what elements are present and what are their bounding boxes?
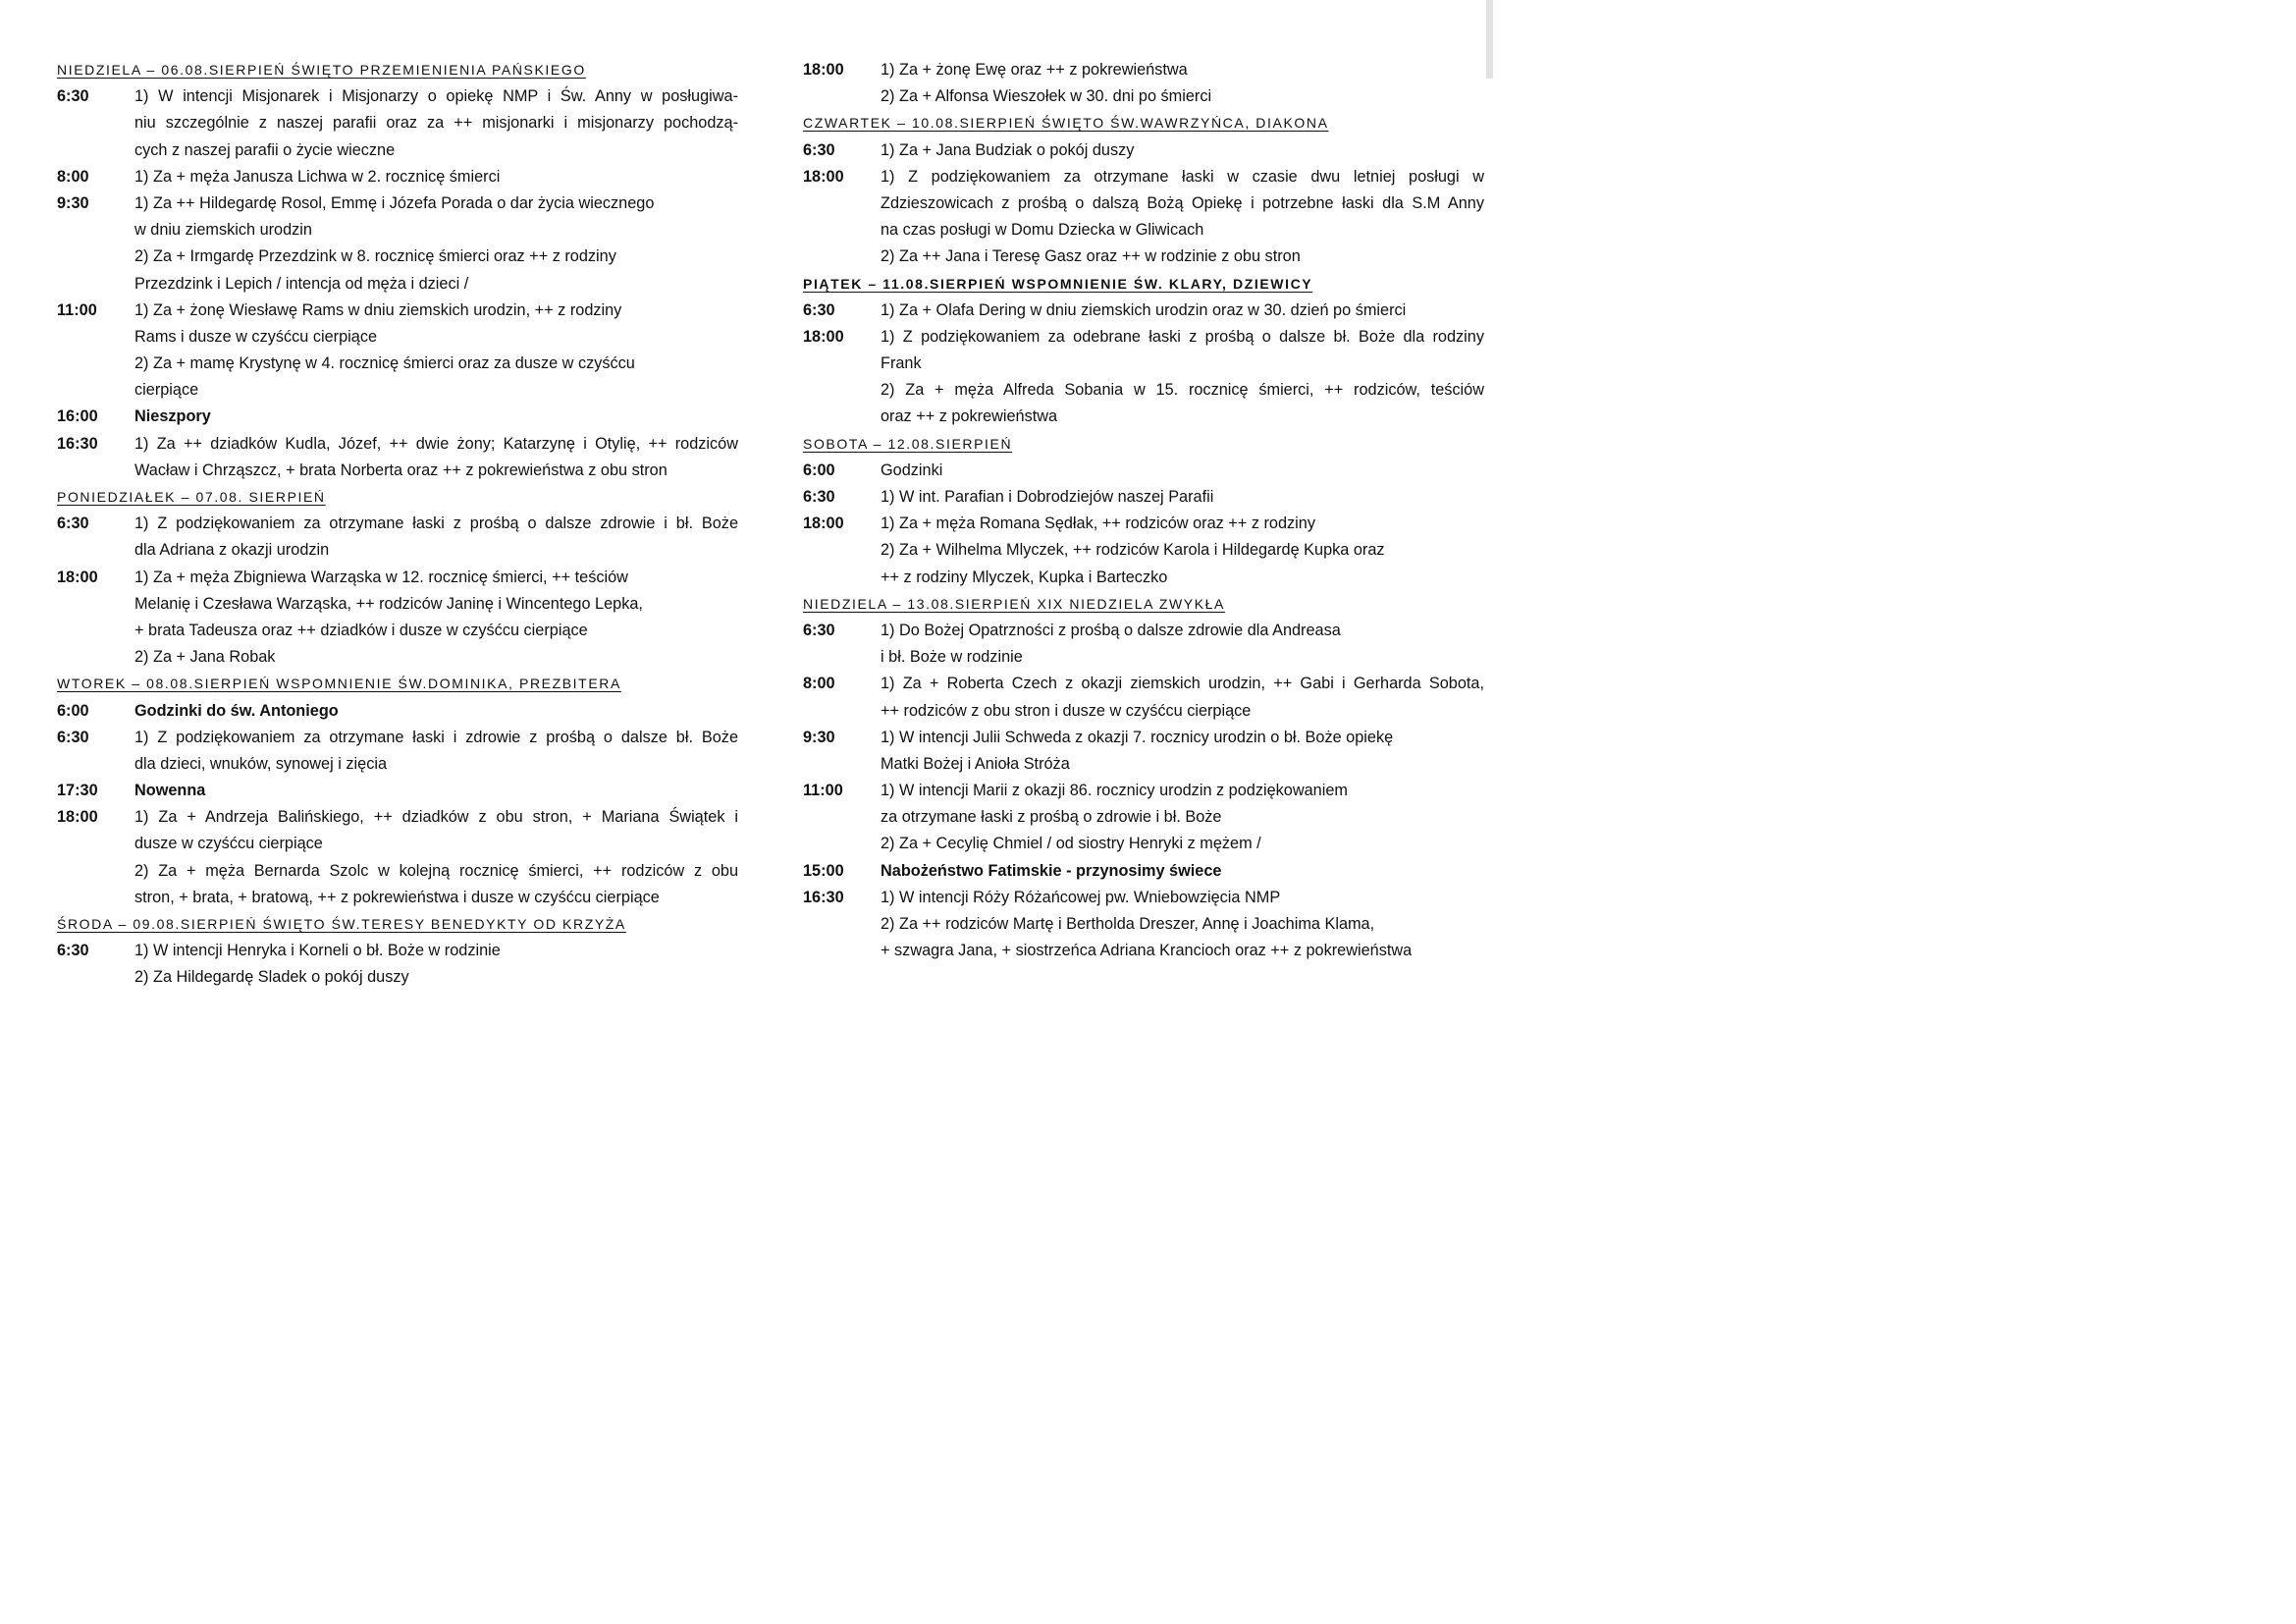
day-header <box>803 591 1484 618</box>
mass-time: 8:00 <box>803 675 835 693</box>
schedule-line <box>803 164 1484 190</box>
intention-text: 1) Z podziękowaniem za odebrane łaski z prośbą o dalsze bł. Boże dla rodziny <box>881 327 1484 346</box>
intention-text: 1) W intencji Henryka i Korneli o bł. Boże w rodzinie <box>134 942 501 960</box>
mass-time: 6:30 <box>57 728 89 746</box>
intention-text: 1) Za + Andrzeja Balińskiego, ++ dziadków z obu stron, + Mariana Świątek i <box>134 808 738 827</box>
schedule-line <box>57 190 738 217</box>
schedule-line <box>57 831 738 857</box>
mass-time: 17:30 <box>57 782 98 800</box>
intention-text: 2) Za ++ rodziców Martę i Bertholda Dreszer, Annę i Joachima Klama, <box>881 915 1375 933</box>
intention-text: 2) Za + Wilhelma Mlyczek, ++ rodziców Karola i Hildegardę Kupka oraz <box>881 541 1385 560</box>
day-header-text: CZWARTEK – 10.08.SIERPIEŃ ŚWIĘTO ŚW.WAWRZYŃCA, DIAKONA <box>803 115 1329 132</box>
intention-text: 1) Za + męża Zbigniewa Warząska w 12. rocznicę śmierci, ++ teściów <box>134 568 628 586</box>
schedule-line <box>803 137 1484 164</box>
mass-time: 6:30 <box>57 942 89 960</box>
intention-text: 1) W intencji Misjonarek i Misjonarzy o opiekę NMP i Św. Anny w posługiwa- <box>134 87 738 106</box>
mass-time: 16:00 <box>57 407 98 426</box>
intention-text: 2) Za + męża Bernarda Szolc w kolejną rocznicę śmierci, ++ rodziców z obu <box>134 861 738 880</box>
schedule-line <box>803 671 1484 697</box>
page <box>0 0 1517 1073</box>
intention-text: 2) Za + Alfonsa Wieszołek w 30. dni po śmierci <box>881 87 1212 106</box>
intention-text: 2) Za + męża Alfreda Sobania w 15. rocznicę śmierci, ++ rodziców, teściów <box>881 381 1484 400</box>
intention-text: cierpiące <box>134 381 199 400</box>
mass-time: 11:00 <box>803 782 843 800</box>
intention-text: 1) Z podziękowaniem za otrzymane łaski w czasie dwu letniej posługi w <box>881 167 1484 186</box>
schedule-line <box>803 725 1484 751</box>
mass-time: 15:00 <box>803 861 844 880</box>
schedule-line <box>57 698 738 725</box>
schedule-line <box>803 885 1484 911</box>
mass-time: 6:30 <box>57 87 89 106</box>
schedule-line <box>803 217 1484 244</box>
schedule-line <box>57 298 738 324</box>
service-name: Nieszpory <box>134 407 211 426</box>
mass-time: 18:00 <box>803 327 844 346</box>
mass-time: 6:00 <box>57 701 89 720</box>
schedule-line <box>803 377 1484 404</box>
schedule-line <box>803 537 1484 564</box>
intention-text: dla dzieci, wnuków, synowej i zięcia <box>134 754 388 773</box>
schedule-column-right <box>803 57 1484 964</box>
schedule-line <box>803 298 1484 324</box>
intention-text: w dniu ziemskich urodzin <box>134 221 312 240</box>
mass-time: 18:00 <box>803 167 844 186</box>
mass-time: 16:30 <box>803 888 844 906</box>
day-header-text: WTOREK – 08.08.SIERPIEŃ WSPOMNIENIE ŚW.DOMINIKA, PREZBITERA <box>57 676 621 692</box>
intention-text: 1) W intencji Marii z okazji 86. rocznicy urodzin z podziękowaniem <box>881 782 1348 800</box>
intention-text: dusze w czyśćcu cierpiące <box>134 835 323 853</box>
intention-text: za otrzymane łaski z prośbą o zdrowie i bł. Boże <box>881 808 1222 827</box>
schedule-line <box>57 271 738 298</box>
schedule-line <box>803 831 1484 857</box>
schedule-line <box>803 858 1484 885</box>
schedule-line <box>57 110 738 136</box>
schedule-line <box>803 83 1484 110</box>
intention-text: i bł. Boże w rodzinie <box>881 648 1023 667</box>
service-name: Nowenna <box>134 782 206 800</box>
day-header <box>57 911 738 938</box>
mass-time: 6:00 <box>803 460 835 479</box>
intention-text: 1) W intencji Julii Schweda z okazji 7. rocznicy urodzin o bł. Boże opiekę <box>881 728 1394 746</box>
schedule-line <box>57 511 738 537</box>
intention-text: Wacław i Chrząszcz, + brata Norberta oraz ++ z pokrewieństwa z obu stron <box>134 460 667 479</box>
intention-text: 1) Za ++ Hildegardę Rosol, Emmę i Józefa Porada o dar życia wiecznego <box>134 193 655 212</box>
intention-text: 1) Za + Roberta Czech z okazji ziemskich urodzin, ++ Gabi i Gerharda Sobota, <box>881 675 1484 693</box>
intention-text: cych z naszej parafii o życie wieczne <box>134 140 396 159</box>
intention-text: + brata Tadeusza oraz ++ dziadków i dusze w czyśćcu cierpiące <box>134 621 588 639</box>
day-header-text: ŚRODA – 09.08.SIERPIEŃ ŚWIĘTO ŚW.TERESY BENEDYKTY OD KRZYŻA <box>57 916 626 932</box>
schedule-line <box>57 778 738 804</box>
schedule-line <box>803 190 1484 217</box>
intention-text: 1) W intencji Róży Różańcowej pw. Wniebowzięcia NMP <box>881 888 1281 906</box>
schedule-line <box>57 217 738 244</box>
schedule-line <box>57 938 738 964</box>
schedule-line <box>57 164 738 190</box>
intention-text: oraz ++ z pokrewieństwa <box>881 407 1058 426</box>
mass-time: 11:00 <box>57 300 97 319</box>
schedule-line <box>803 351 1484 377</box>
mass-time: 6:30 <box>803 300 835 319</box>
schedule-line <box>803 511 1484 537</box>
intention-text: 1) Z podziękowaniem za otrzymane łaski i zdrowie z prośbą o dalsze bł. Boże <box>134 728 738 746</box>
schedule-line <box>57 351 738 377</box>
schedule-line <box>57 83 738 110</box>
intention-text: niu szczególnie z naszej parafii oraz za ++ misjonarki i misjonarzy pochodzą- <box>134 114 738 133</box>
intention-text: ++ z rodziny Mlyczek, Kupka i Barteczko <box>881 568 1168 586</box>
schedule-line <box>57 804 738 831</box>
day-header-text: NIEDZIELA – 13.08.SIERPIEŃ XIX NIEDZIELA ZWYKŁA <box>803 595 1225 612</box>
schedule-line <box>57 618 738 644</box>
intention-text: Matki Bożej i Anioła Stróża <box>881 754 1070 773</box>
intention-text: ++ rodziców z obu stron i dusze w czyśćcu cierpiące <box>881 701 1252 720</box>
service-name: Godzinki do św. Antoniego <box>134 701 339 720</box>
schedule-line <box>57 644 738 671</box>
service-name: Nabożeństwo Fatimskie - przynosimy świece <box>881 861 1222 880</box>
schedule-line <box>57 751 738 778</box>
intention-text: 1) Do Bożej Opatrzności z prośbą o dalsze zdrowie dla Andreasa <box>881 621 1341 639</box>
schedule-line <box>803 911 1484 938</box>
schedule-line <box>57 431 738 458</box>
day-header <box>803 271 1484 298</box>
schedule-line <box>57 404 738 430</box>
intention-text: 1) Za + Jana Budziak o pokój duszy <box>881 140 1135 159</box>
schedule-line <box>803 804 1484 831</box>
mass-time: 8:00 <box>57 167 89 186</box>
intention-text: Frank <box>881 354 922 373</box>
schedule-line <box>803 565 1484 591</box>
day-header-text: PIĄTEK – 11.08.SIERPIEŃ WSPOMNIENIE ŚW. KLARY, DZIEWICY <box>803 275 1313 292</box>
schedule-column-left <box>57 57 738 992</box>
intention-text: 1) Za + Olafa Dering w dniu ziemskich urodzin oraz w 30. dzień po śmierci <box>881 300 1407 319</box>
intention-text: 2) Za ++ Jana i Teresę Gasz oraz ++ w rodzinie z obu stron <box>881 247 1301 266</box>
schedule-line <box>803 644 1484 671</box>
mass-time: 18:00 <box>57 568 98 586</box>
intention-text: 1) Z podziękowaniem za otrzymane łaski z prośbą o dalsze zdrowie i bł. Boże <box>134 514 738 533</box>
intention-text: 2) Za + Cecylię Chmiel / od siostry Henryki z mężem / <box>881 835 1261 853</box>
schedule-line <box>57 377 738 404</box>
day-header-text: NIEDZIELA – 06.08.SIERPIEŃ ŚWIĘTO PRZEMIENIENIA PAŃSKIEGO <box>57 62 586 78</box>
intention-text: 2) Za + Irmgardę Przezdzink w 8. rocznicę śmierci oraz ++ z rodziny <box>134 247 616 266</box>
day-header <box>803 431 1484 458</box>
intention-text: 2) Za + Jana Robak <box>134 648 276 667</box>
schedule-line <box>803 404 1484 430</box>
schedule-line <box>803 751 1484 778</box>
schedule-line <box>803 324 1484 351</box>
intention-text: dla Adriana z okazji urodzin <box>134 541 330 560</box>
day-header <box>57 671 738 697</box>
schedule-line <box>803 244 1484 270</box>
mass-time: 18:00 <box>803 61 844 79</box>
intention-text: 1) Za + żonę Ewę oraz ++ z pokrewieństwa <box>881 61 1188 79</box>
intention-text: 1) Za + męża Romana Sędłak, ++ rodziców oraz ++ z rodziny <box>881 514 1315 533</box>
mass-time: 6:30 <box>57 514 89 533</box>
intention-text: 2) Za Hildegardę Sladek o pokój duszy <box>134 968 409 987</box>
intention-text: Zdzieszowicach z prośbą o dalszą Bożą Opiekę i potrzebne łaski dla S.M Anny <box>881 193 1484 212</box>
schedule-line <box>803 57 1484 83</box>
schedule-line <box>57 458 738 484</box>
intention-text: 1) W int. Parafian i Dobrodziejów naszej Parafii <box>881 488 1214 506</box>
day-header <box>57 484 738 511</box>
schedule-line <box>57 324 738 351</box>
schedule-line <box>57 537 738 564</box>
schedule-line <box>57 137 738 164</box>
schedule-line <box>803 698 1484 725</box>
mass-time: 18:00 <box>803 514 844 533</box>
scrollbar-thumb[interactable] <box>1486 0 1493 79</box>
schedule-line <box>803 938 1484 964</box>
mass-time: 6:30 <box>803 140 835 159</box>
mass-time: 18:00 <box>57 808 98 827</box>
schedule-line <box>57 565 738 591</box>
mass-time: 9:30 <box>803 728 835 746</box>
mass-time: 9:30 <box>57 193 89 212</box>
intention-text: stron, + brata, + bratową, ++ z pokrewieństwa i dusze w czyśćcu cierpiące <box>134 888 660 906</box>
schedule-line <box>57 591 738 618</box>
day-header <box>803 110 1484 136</box>
mass-time: 16:30 <box>57 434 98 453</box>
schedule-line <box>803 618 1484 644</box>
intention-text: 1) Za ++ dziadków Kudla, Józef, ++ dwie żony; Katarzynę i Otylię, ++ rodziców <box>134 434 738 453</box>
schedule-line <box>803 484 1484 511</box>
intention-text: Godzinki <box>881 460 943 479</box>
intention-text: 2) Za + mamę Krystynę w 4. rocznicę śmierci oraz za dusze w czyśćcu <box>134 354 635 373</box>
schedule-line <box>57 725 738 751</box>
schedule-line <box>803 778 1484 804</box>
mass-time: 6:30 <box>803 488 835 506</box>
intention-text: na czas posługi w Domu Dziecka w Gliwicach <box>881 221 1204 240</box>
day-header <box>57 57 738 83</box>
intention-text: 1) Za + żonę Wiesławę Rams w dniu ziemskich urodzin, ++ z rodziny <box>134 300 622 319</box>
schedule-line <box>803 458 1484 484</box>
intention-text: Rams i dusze w czyśćcu cierpiące <box>134 327 378 346</box>
schedule-line <box>57 244 738 270</box>
intention-text: Przezdzink i Lepich / intencja od męża i dzieci / <box>134 274 469 293</box>
schedule-line <box>57 858 738 885</box>
day-header-text: PONIEDZIAŁEK – 07.08. SIERPIEŃ <box>57 489 326 505</box>
intention-text: 1) Za + męża Janusza Lichwa w 2. rocznicę śmierci <box>134 167 501 186</box>
schedule-line <box>57 885 738 911</box>
intention-text: Melanię i Czesława Warząska, ++ rodziców Janinę i Wincentego Lepka, <box>134 594 643 613</box>
mass-time: 6:30 <box>803 621 835 639</box>
day-header-text: SOBOTA – 12.08.SIERPIEŃ <box>803 435 1013 452</box>
schedule-line <box>57 964 738 991</box>
intention-text: + szwagra Jana, + siostrzeńca Adriana Krancioch oraz ++ z pokrewieństwa <box>881 942 1413 960</box>
